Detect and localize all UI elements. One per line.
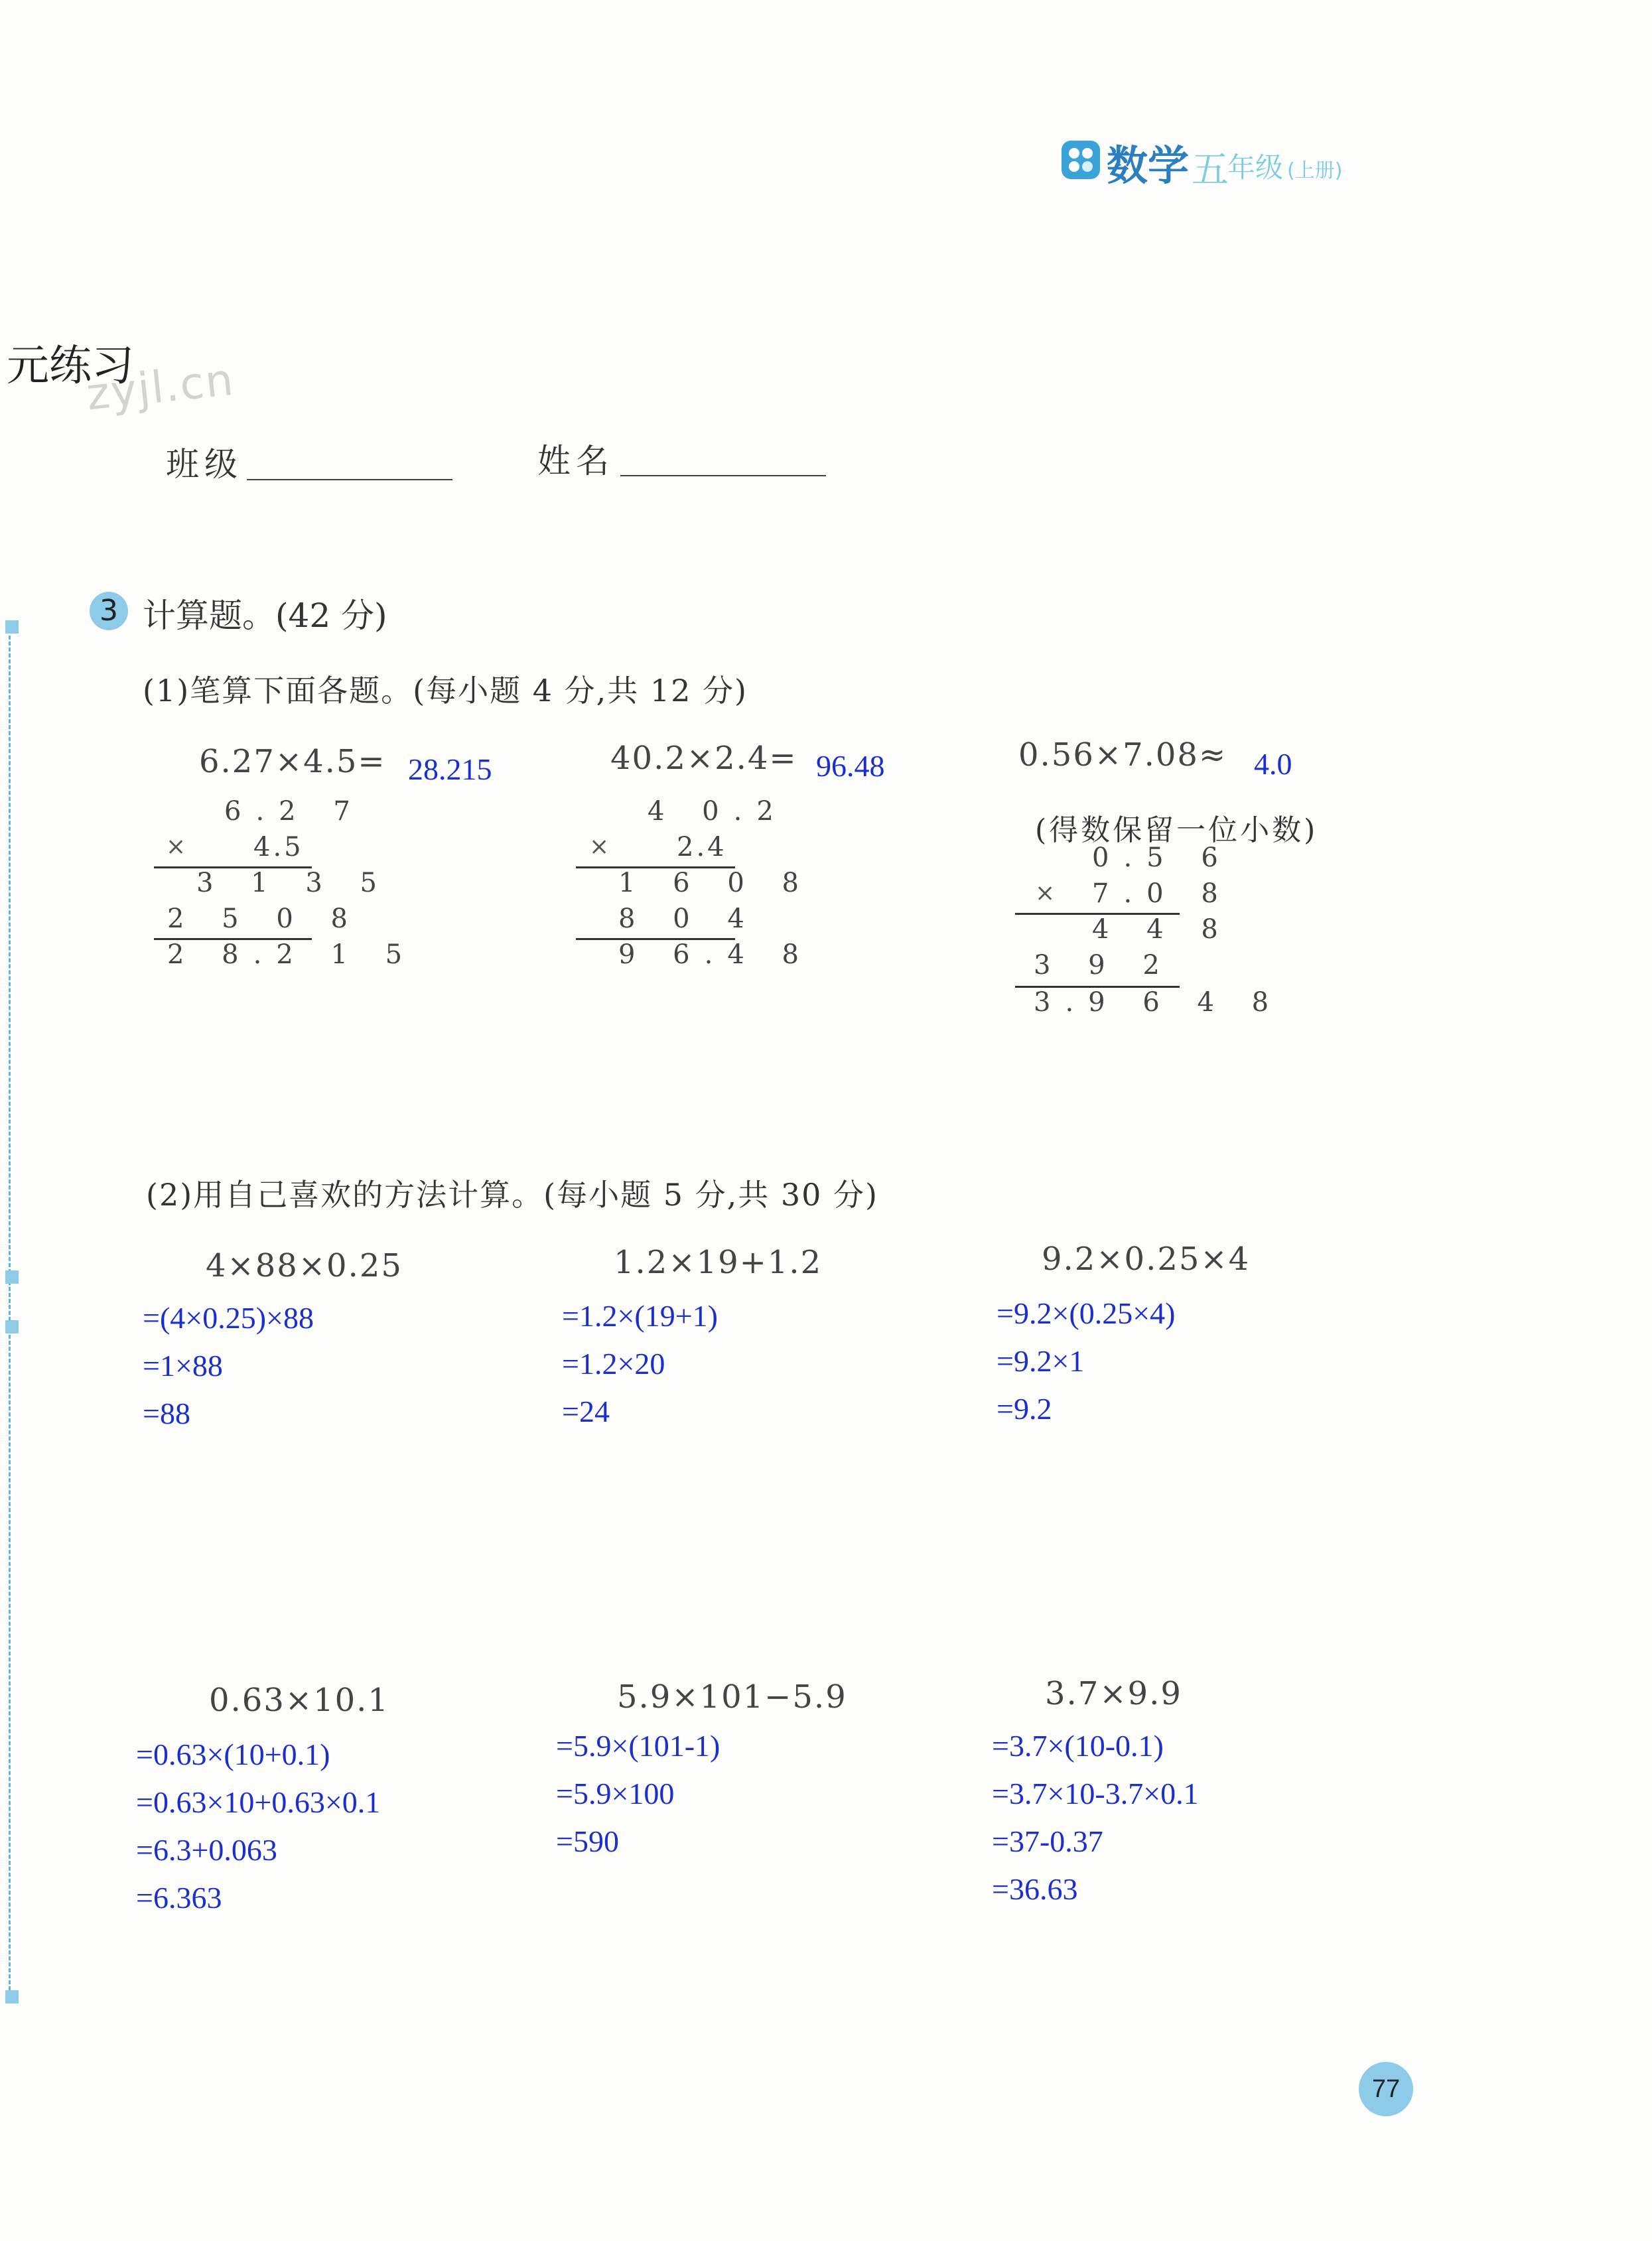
header-volume: (上册): [1287, 159, 1343, 182]
p3-row-multiplier: 7.0 8: [1092, 878, 1233, 909]
q2-5-step: =5.9×(101-1): [556, 1729, 721, 1763]
p2-row-partial-1: 1 6 0 8: [618, 868, 813, 898]
p2-row-multiplier: 2.4: [677, 832, 727, 862]
part1-title: (1)笔算下面各题。(每小题 4 分,共 12 分): [143, 673, 748, 709]
q2-4-expression: 0.63×10.1: [209, 1682, 389, 1719]
q2-1-step: =88: [143, 1396, 190, 1430]
q2-1-step: =(4×0.25)×88: [143, 1301, 314, 1335]
p3-times-sign: ×: [1035, 880, 1056, 907]
q2-3-step: =9.2×(0.25×4): [997, 1296, 1176, 1330]
part2-title: (2)用自己喜欢的方法计算。(每小题 5 分,共 30 分): [146, 1177, 878, 1213]
p1-row-partial-1: 3 1 3 5: [196, 868, 391, 898]
q2-6-step: =37-0.37: [992, 1824, 1103, 1858]
p2-row-result: 9 6.4 8: [618, 939, 813, 970]
q2-6-step: =3.7×10-3.7×0.1: [992, 1777, 1199, 1810]
p2-expression: 40.2×2.4=: [610, 740, 797, 777]
binding-mark: [5, 1270, 19, 1284]
p3-answer: 4.0: [1254, 747, 1292, 781]
q2-6-step: =36.63: [992, 1872, 1078, 1906]
p1-row-result: 2 8.2 1 5: [167, 939, 417, 970]
subject-logo-icon: [1062, 141, 1100, 179]
p3-row-partial-2: 3 9 2: [1034, 950, 1174, 981]
q2-2-step: =24: [562, 1394, 610, 1428]
q2-4-step: =0.63×(10+0.1): [136, 1737, 330, 1771]
watermark: zyjl.cn: [84, 354, 237, 421]
p3-row-result: 3.9 6 4 8: [1034, 987, 1284, 1018]
q2-5-step: =5.9×100: [556, 1777, 675, 1810]
page-number: 77: [1359, 2062, 1413, 2116]
name-field[interactable]: [620, 475, 826, 476]
binding-line: [9, 624, 11, 1990]
p1-row-multiplicand: 6.2 7: [224, 796, 365, 827]
q2-2-step: =1.2×(19+1): [562, 1299, 718, 1333]
p2-row-multiplicand: 4 0.2: [648, 796, 788, 827]
binding-mark: [5, 620, 19, 634]
question-number-badge: 3: [90, 592, 128, 630]
p2-times-sign: ×: [589, 833, 610, 860]
q2-1-expression: 4×88×0.25: [206, 1247, 403, 1284]
q2-5-expression: 5.9×101−5.9: [617, 1678, 847, 1716]
p1-row-multiplier: 4.5: [253, 832, 304, 862]
class-label: 班级: [166, 445, 243, 484]
q2-6-expression: 3.7×9.9: [1045, 1675, 1182, 1712]
q2-5-step: =590: [556, 1824, 619, 1858]
p2-answer: 96.48: [816, 749, 885, 783]
q2-6-step: =3.7×(10-0.1): [992, 1729, 1164, 1763]
header-grade-word: 年级: [1227, 151, 1284, 184]
name-label: 姓名: [537, 442, 614, 480]
question-title: 计算题。(42 分): [143, 596, 387, 635]
p3-row-multiplicand: 0.5 6: [1092, 843, 1233, 873]
q2-3-step: =9.2×1: [997, 1344, 1085, 1378]
binding-mark: [5, 1320, 19, 1333]
p3-row-partial-1: 4 4 8: [1092, 914, 1233, 945]
p3-note: (得数保留一位小数): [1035, 813, 1318, 847]
p1-times-sign: ×: [166, 833, 186, 860]
binding-mark: [5, 1990, 19, 2003]
p1-expression: 6.27×4.5=: [199, 743, 386, 780]
header-subject: 数学: [1107, 141, 1190, 190]
q2-2-expression: 1.2×19+1.2: [614, 1244, 823, 1281]
q2-3-expression: 9.2×0.25×4: [1042, 1241, 1251, 1278]
header-grade-num: 五: [1192, 149, 1229, 192]
p1-row-partial-2: 2 5 0 8: [167, 904, 362, 934]
p3-expression: 0.56×7.08≈: [1018, 736, 1227, 774]
q2-1-step: =1×88: [143, 1349, 223, 1383]
q2-2-step: =1.2×20: [562, 1347, 665, 1381]
q2-4-step: =6.3+0.063: [136, 1833, 277, 1867]
q2-3-step: =9.2: [997, 1392, 1052, 1426]
q2-4-step: =0.63×10+0.63×0.1: [136, 1785, 381, 1819]
unit-title: 元练习: [7, 342, 134, 391]
q2-4-step: =6.363: [136, 1881, 222, 1915]
p2-row-partial-2: 8 0 4: [618, 904, 759, 934]
class-field[interactable]: [247, 479, 452, 480]
p1-answer: 28.215: [408, 752, 492, 786]
